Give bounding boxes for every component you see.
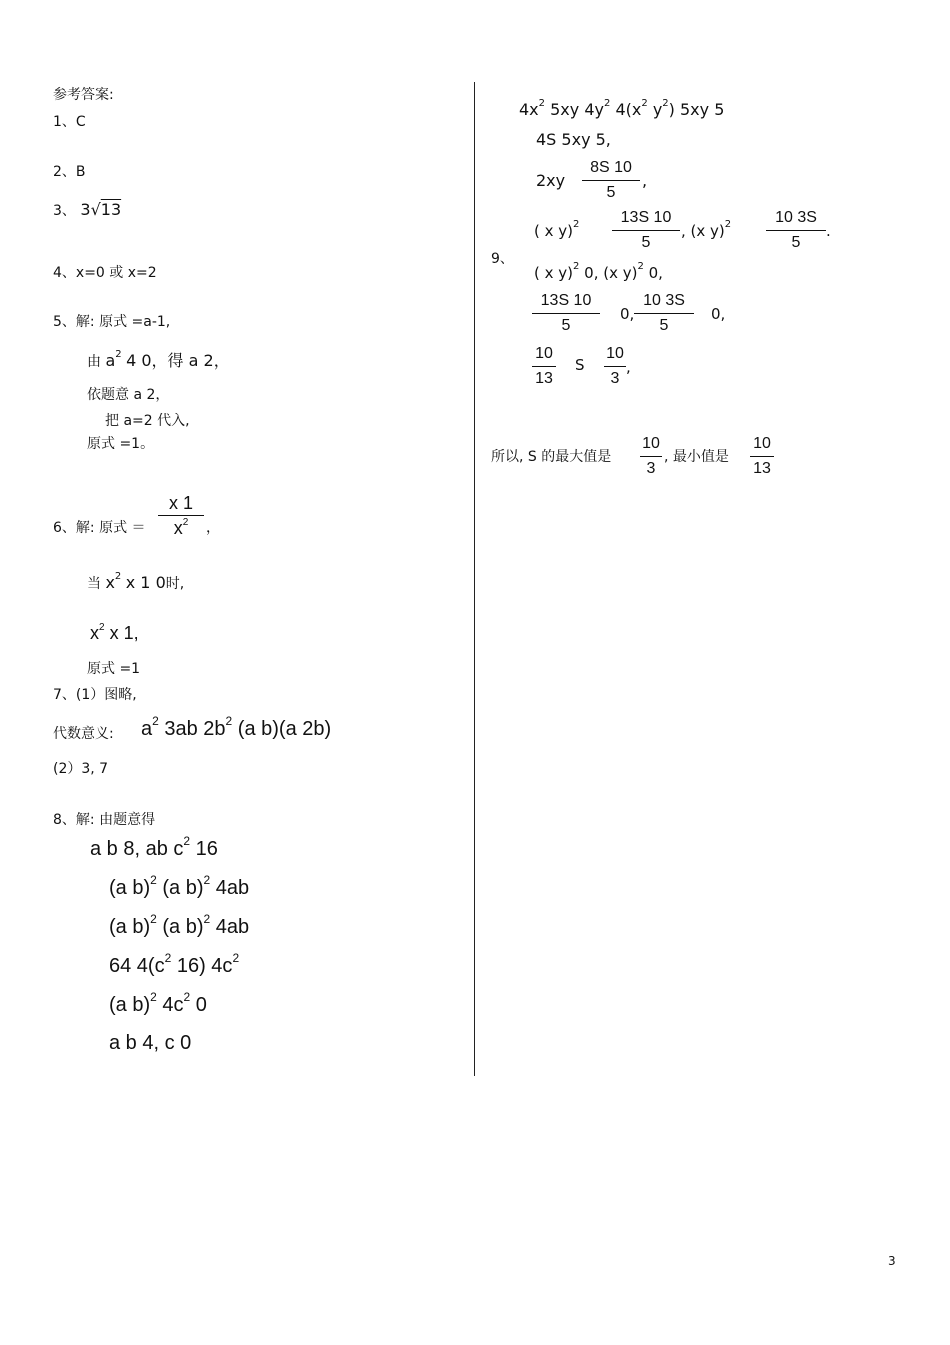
answer-9-label: 9、 bbox=[491, 251, 514, 267]
answer-9-row4-period: . bbox=[826, 222, 831, 240]
answer-9-row7-comma: , bbox=[626, 358, 631, 376]
conclusion-text-2: , 最小值是 bbox=[664, 449, 729, 465]
answer-6-label: 6、解: 原式 ＝ bbox=[53, 520, 146, 536]
answer-7-label: 代数意义: bbox=[53, 726, 114, 742]
answer-8-row6: a b 4, c 0 bbox=[109, 1032, 192, 1054]
answer-9-row7-fraction1: 10 13 bbox=[532, 344, 556, 389]
answer-6-comma: ， bbox=[206, 520, 220, 536]
answer-1: 1、C bbox=[53, 114, 86, 130]
answer-8-row3: (a b)$^2$ (a b)$^2$ 4ab bbox=[109, 912, 250, 938]
answer-2: 2、B bbox=[53, 164, 86, 180]
answer-9-row4-a: ( x y)$^2$ bbox=[534, 219, 580, 240]
answer-8-row4: 64 $4(c^2$ 16) $4c^2$ bbox=[109, 951, 240, 977]
answer-4: 4、x=0 或 x=2 bbox=[53, 265, 157, 281]
answer-8-line1: 8、解: 由题意得 bbox=[53, 812, 156, 828]
answer-9-row3-comma: , bbox=[642, 171, 648, 190]
answer-9-row2: 4S 5xy 5, bbox=[536, 130, 611, 149]
answer-9-row1: $4x^2$ 5xy $4y^2$ $4(x^2$ $y^2$) 5xy 5 bbox=[519, 98, 725, 119]
page-number: 3 bbox=[888, 1254, 896, 1268]
answer-8-row1: a b 8, ab $c^2$ 16 bbox=[90, 834, 218, 860]
answer-5-line1: 5、解: 原式 =a-1, bbox=[53, 314, 171, 330]
answer-9-row4-fraction2: 10 3S 5 bbox=[766, 208, 826, 253]
answer-9-row3-lhs: 2xy bbox=[536, 171, 566, 190]
answer-7-expression: $a^2$ 3ab $2b^2$ (a b)(a 2b) bbox=[141, 714, 332, 740]
conclusion-text-1: 所以, S 的最大值是 bbox=[491, 449, 612, 465]
answer-8-row5: (a b)$^2$ $4c^2$ 0 bbox=[109, 990, 207, 1016]
answers-heading: 参考答案: bbox=[53, 87, 114, 103]
conclusion-min-fraction: 10 13 bbox=[750, 434, 774, 479]
answer-9-row6-mid: 0, bbox=[620, 305, 635, 323]
answer-9-row7-s: S bbox=[575, 356, 585, 374]
answer-8-row2: (a b)$^2$ (a b)$^2$ 4ab bbox=[109, 873, 250, 899]
answer-9-row6-fraction2: 10 3S 5 bbox=[634, 291, 694, 336]
answer-6-line2: 当 $x^2$ x 1 0时, bbox=[87, 571, 185, 592]
answer-9-row7-fraction2: 10 3 bbox=[604, 344, 626, 389]
answer-9-row3-fraction: 8S 10 5 bbox=[582, 158, 640, 203]
answer-9-row5: ( x y)$^2$ 0, (x y)$^2$ 0, bbox=[534, 261, 663, 282]
answer-6-line3: $x^2$ x 1, bbox=[90, 622, 139, 643]
answer-7-line1: 7、(1）图略, bbox=[53, 687, 137, 703]
answer-6-line4: 原式 =1 bbox=[87, 661, 141, 677]
answer-5-line5: 原式 =1。 bbox=[87, 436, 155, 452]
answer-7-line3: (2）3, 7 bbox=[53, 761, 109, 777]
column-divider bbox=[474, 82, 475, 1076]
answer-5-line4: 把 a=2 代入, bbox=[105, 413, 190, 429]
answer-9-row6-post: 0, bbox=[711, 305, 726, 323]
answer-9-row6-fraction1: 13S 10 5 bbox=[532, 291, 600, 336]
answer-9-row4-mid: , (x y)$^2$ bbox=[681, 219, 732, 240]
answer-6-fraction: x 1 $x^2$ bbox=[158, 493, 204, 542]
answer-9-row4-fraction1: 13S 10 5 bbox=[612, 208, 680, 253]
answer-3: 3、 3√13 bbox=[53, 200, 122, 219]
answer-5-line2: 由 $a^2$ 4 0，得 a 2， bbox=[87, 349, 230, 370]
answer-5-line3: 依题意 a 2， bbox=[87, 387, 170, 403]
conclusion-max-fraction: 10 3 bbox=[640, 434, 662, 479]
